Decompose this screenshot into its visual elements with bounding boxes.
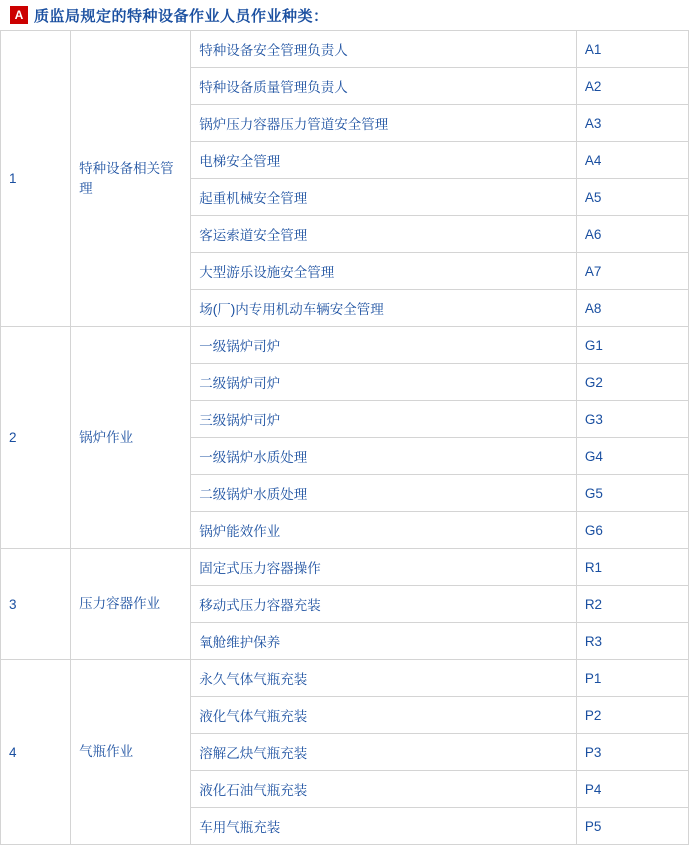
occupation-category-table — [0, 30, 689, 845]
occupation-code-cell: R1 — [576, 549, 688, 586]
occupation-code-cell: R3 — [576, 623, 688, 660]
occupation-code-cell: A2 — [576, 68, 688, 105]
occupation-name-cell: 锅炉压力容器压力管道安全管理 — [191, 105, 577, 142]
page-title: 质监局规定的特种设备作业人员作业种类： — [34, 7, 329, 25]
group-number-cell: 1 — [1, 31, 71, 327]
occupation-name-cell: 特种设备质量管理负责人 — [191, 68, 577, 105]
group-category-cell: 锅炉作业 — [71, 327, 191, 549]
occupation-name-cell: 固定式压力容器操作 — [191, 549, 577, 586]
occupation-code-cell: A3 — [576, 105, 688, 142]
occupation-name-cell: 电梯安全管理 — [191, 142, 577, 179]
occupation-code-cell: R2 — [576, 586, 688, 623]
occupation-name-cell: 一级锅炉司炉 — [191, 327, 577, 364]
occupation-name-cell: 车用气瓶充装 — [191, 808, 577, 845]
occupation-code-cell: A1 — [576, 31, 688, 68]
occupation-code-cell: P1 — [576, 660, 688, 697]
occupation-name-cell: 起重机械安全管理 — [191, 179, 577, 216]
occupation-code-cell: A6 — [576, 216, 688, 253]
group-number-cell: 3 — [1, 549, 71, 660]
occupation-name-cell: 永久气体气瓶充装 — [191, 660, 577, 697]
occupation-name-cell: 液化气体气瓶充装 — [191, 697, 577, 734]
section-badge-icon: A — [10, 6, 28, 24]
occupation-name-cell: 大型游乐设施安全管理 — [191, 253, 577, 290]
occupation-name-cell: 移动式压力容器充装 — [191, 586, 577, 623]
occupation-code-cell: P2 — [576, 697, 688, 734]
table-row — [1, 31, 689, 68]
occupation-name-cell: 氧舱维护保养 — [191, 623, 577, 660]
occupation-code-cell: P3 — [576, 734, 688, 771]
occupation-code-cell: A8 — [576, 290, 688, 327]
occupation-code-cell: A7 — [576, 253, 688, 290]
occupation-code-cell: G3 — [576, 401, 688, 438]
occupation-code-cell: G2 — [576, 364, 688, 401]
occupation-name-cell: 溶解乙炔气瓶充装 — [191, 734, 577, 771]
group-number-cell: 2 — [1, 327, 71, 549]
occupation-code-cell: P4 — [576, 771, 688, 808]
group-category-cell: 压力容器作业 — [71, 549, 191, 660]
occupation-code-cell: G5 — [576, 475, 688, 512]
group-category-cell: 气瓶作业 — [71, 660, 191, 845]
occupation-code-cell: G4 — [576, 438, 688, 475]
group-number-cell: 4 — [1, 660, 71, 845]
occupation-code-cell: P5 — [576, 808, 688, 845]
table-body — [1, 31, 689, 845]
occupation-name-cell: 锅炉能效作业 — [191, 512, 577, 549]
occupation-name-cell: 场(厂)内专用机动车辆安全管理 — [191, 290, 577, 327]
occupation-name-cell: 一级锅炉水质处理 — [191, 438, 577, 475]
table-row — [1, 549, 689, 586]
occupation-code-cell: A4 — [576, 142, 688, 179]
occupation-name-cell: 二级锅炉司炉 — [191, 364, 577, 401]
occupation-code-cell: G6 — [576, 512, 688, 549]
occupation-name-cell: 二级锅炉水质处理 — [191, 475, 577, 512]
group-category-cell: 特种设备相关管理 — [71, 31, 191, 327]
occupation-name-cell: 客运索道安全管理 — [191, 216, 577, 253]
occupation-name-cell: 三级锅炉司炉 — [191, 401, 577, 438]
table-row — [1, 327, 689, 364]
occupation-code-cell: A5 — [576, 179, 688, 216]
page-header — [0, 0, 689, 30]
occupation-code-cell: G1 — [576, 327, 688, 364]
occupation-name-cell: 特种设备安全管理负责人 — [191, 31, 577, 68]
table-row — [1, 660, 689, 697]
occupation-name-cell: 液化石油气瓶充装 — [191, 771, 577, 808]
